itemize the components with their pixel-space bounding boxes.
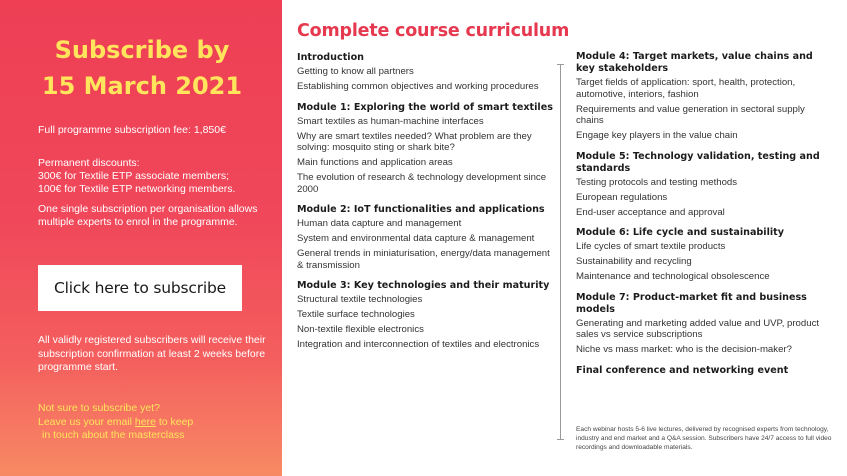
module-topic: Structural textile technologies xyxy=(297,294,423,306)
module-title: Module 4: Target markets, value chains and key stakeholders xyxy=(576,51,813,74)
module-topic: Target fields of application: sport, health, protection, automotive, interiors, fashion xyxy=(576,77,796,100)
curriculum-column-left xyxy=(297,52,553,360)
module-title: Module 1: Exploring the world of smart textiles xyxy=(297,101,553,113)
webinar-footnote: Each webinar hosts 5-6 live lectures, delivered by recognised experts from technology, industry and end market and a Q&A session. Subscribers have 24/7 access to full video recordings and downloadable materials. xyxy=(576,426,832,451)
module-topic: Why are smart textiles needed? What problem are they solving: mosquito sting or shark bite? xyxy=(297,130,532,154)
module-topic: Niche vs mass market: who is the decision-maker? xyxy=(576,344,792,356)
not-sure-line-3: in touch about the masterclass xyxy=(42,429,185,441)
module-topic: General trends in miniaturisation, energy/data management & transmission xyxy=(297,248,550,271)
not-sure-prefix: Leave us your email xyxy=(38,415,135,428)
headline-line-1: Subscribe by xyxy=(54,36,230,64)
module-topic: Testing protocols and testing methods xyxy=(576,176,738,188)
not-sure-suffix: to keep xyxy=(155,415,194,428)
module-topic: Maintenance and technological obsolescence xyxy=(576,271,770,283)
curriculum-module xyxy=(576,292,824,356)
module-topic: Getting to know all partners xyxy=(297,66,414,77)
module-title: Module 3: Key technologies and their maturity xyxy=(297,280,550,292)
module-title: Module 2: IoT functionalities and applications xyxy=(297,204,545,216)
single-subscription-note: One single subscription per organisation allows multiple experts to enrol in the programme. xyxy=(38,203,258,228)
headline-line-2: 15 March 2021 xyxy=(41,72,243,100)
curriculum-title: Complete course curriculum xyxy=(297,21,570,41)
module-topic: Human data capture and management xyxy=(297,218,462,230)
not-sure-line-1: Not sure to subscribe yet? xyxy=(38,402,160,414)
promo-panel xyxy=(0,0,282,476)
module-topic: The evolution of research & technology development since 2000 xyxy=(297,172,547,195)
module-topic: Sustainability and recycling xyxy=(576,256,692,268)
curriculum-module xyxy=(576,227,824,283)
curriculum-column-right xyxy=(576,51,824,386)
module-topic: Non-textile flexible electronics xyxy=(297,324,424,336)
confirmation-note: All validly registered subscribers will receive their subscription confirmation at least 2 weeks before programme start. xyxy=(38,334,266,373)
module-topic: Requirements and value generation in sectoral supply chains xyxy=(576,103,805,127)
module-topic: Integration and interconnection of textiles and electronics xyxy=(297,339,540,351)
discount-associate: 300€ for Textile ETP associate members; xyxy=(38,170,230,182)
curriculum-module xyxy=(297,52,553,93)
module-topic: Life cycles of smart textile products xyxy=(576,241,726,253)
not-sure-note xyxy=(38,402,273,443)
curriculum-module xyxy=(576,151,824,219)
module-topic: Generating and marketing added value and UVP, product sales vs service subscriptions xyxy=(576,317,820,341)
curriculum-module xyxy=(576,51,824,142)
curriculum-module xyxy=(576,365,824,377)
not-sure-line-2 xyxy=(38,416,273,430)
module-title: Introduction xyxy=(297,52,364,63)
discount-networking: 100€ for Textile ETP networking members. xyxy=(38,183,236,195)
curriculum-module xyxy=(297,204,553,271)
curriculum-module xyxy=(297,280,553,351)
discounts-title: Permanent discounts: xyxy=(38,157,140,169)
module-topic: Engage key players in the value chain xyxy=(576,130,738,142)
module-topic: Textile surface technologies xyxy=(297,309,415,321)
permanent-discounts xyxy=(38,157,273,196)
module-title: Final conference and networking event xyxy=(576,365,789,377)
column-divider xyxy=(560,64,561,440)
module-topic: European regulations xyxy=(576,191,668,203)
module-title: Module 6: Life cycle and sustainability xyxy=(576,227,784,239)
module-title: Module 5: Technology validation, testing and standards xyxy=(576,150,820,174)
curriculum-module xyxy=(297,102,553,196)
subscription-fee: Full programme subscription fee: 1,850€ xyxy=(38,124,226,136)
email-signup-link[interactable]: here xyxy=(134,415,156,428)
module-topic: System and environmental data capture & management xyxy=(297,233,535,245)
module-title: Module 7: Product-market fit and business models xyxy=(576,291,807,315)
module-topic: End-user acceptance and approval xyxy=(576,206,725,218)
module-topic: Main functions and application areas xyxy=(297,157,453,169)
module-topic: Smart textiles as human-machine interfaces xyxy=(297,115,484,127)
module-topic: Establishing common objectives and working procedures xyxy=(297,80,539,92)
subscribe-button[interactable]: Click here to subscribe xyxy=(38,265,242,311)
subscribe-deadline-headline xyxy=(24,32,260,104)
